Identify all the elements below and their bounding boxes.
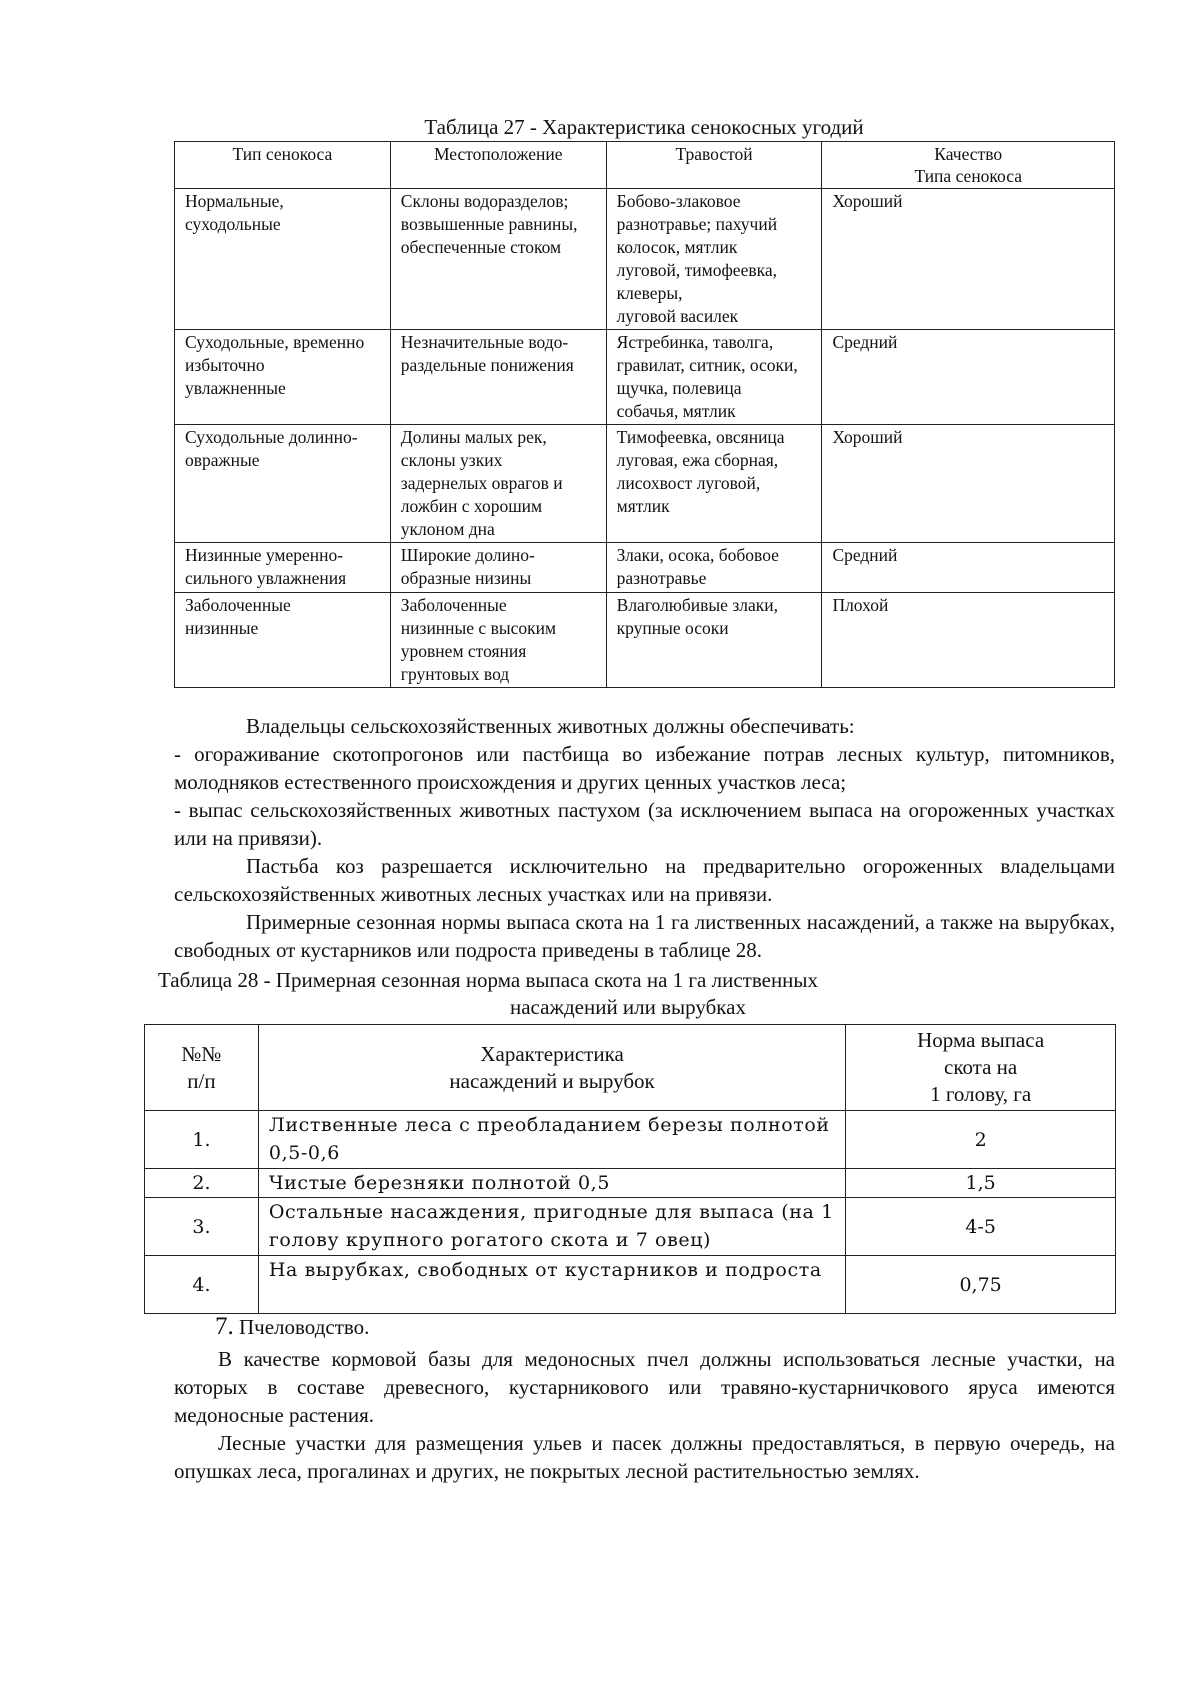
table-cell: 1,5 <box>846 1169 1116 1198</box>
table27-caption: Таблица 27 - Характеристика сенокосных угодий <box>424 115 864 139</box>
table-cell: 4-5 <box>846 1198 1116 1256</box>
table-row <box>145 1169 1116 1198</box>
table-cell: Широкие долино- образные низины <box>390 543 606 593</box>
table-cell: Суходольные, временно избыточно увлажненные <box>175 330 391 425</box>
table-cell: Нормальные, суходольные <box>175 189 391 330</box>
table-cell: Склоны водоразделов; возвышенные равнины, обеспеченные стоком <box>390 189 606 330</box>
table-header-row <box>175 142 1115 189</box>
table-row <box>175 425 1115 543</box>
section-title: Пчеловодство. <box>239 1315 370 1339</box>
paragraph-hives: Лесные участки для размещения ульев и пасек должны предоставляться, в первую очередь, на опушках леса, прогалинах и других, не покрытых лесной растительностью землях. <box>174 1431 1115 1483</box>
header-type: Тип сенокоса <box>175 142 391 189</box>
table-row <box>175 593 1115 688</box>
table-cell: На вырубках, свободных от кустарников и подроста <box>258 1256 845 1314</box>
table-cell: Лиственные леса с преобладанием березы полнотой 0,5-0,6 <box>258 1111 845 1169</box>
header-number: №№ п/п <box>145 1025 259 1111</box>
table-cell: Низинные умеренно- сильного увлажнения <box>175 543 391 593</box>
table-cell: Средний <box>822 330 1115 425</box>
table-row <box>145 1256 1116 1314</box>
paragraph-norms: Примерные сезонная нормы выпаса скота на 1 га лиственных насаждений, а также на вырубках, свободных от кустарников или подроста приведены в таблице 28. <box>174 910 1115 962</box>
table-cell: Суходольные долинно- овражные <box>175 425 391 543</box>
table-cell: 2. <box>145 1169 259 1198</box>
header-quality: Качество Типа сенокоса <box>822 142 1115 189</box>
table-cell: Заболоченные низинные <box>175 593 391 688</box>
table-cell: 0,75 <box>846 1256 1116 1314</box>
section-number: 7. <box>215 1313 234 1340</box>
table-cell: Остальные насаждения, пригодные для выпаса (на 1 голову крупного рогатого скота и 7 овец) <box>258 1198 845 1256</box>
table-row <box>175 543 1115 593</box>
paragraph-fencing: - огораживание скотопрогонов или пастбища во избежание потрав лесных культур, питомников, молодняков естественного происхождения и других ценных участков леса; <box>174 742 1115 794</box>
table-cell: Долины малых рек, склоны узких задернелых оврагов и ложбин с хорошим уклоном дна <box>390 425 606 543</box>
table-row <box>145 1111 1116 1169</box>
section-heading-beekeeping <box>215 1313 369 1341</box>
table-cell: Ястребинка, таволга, гравилат, ситник, осоки, щучка, полевица собачья, мятлик <box>606 330 822 425</box>
table-row <box>175 189 1115 330</box>
table-cell: Незначительные водо- раздельные понижения <box>390 330 606 425</box>
table-cell: Хороший <box>822 425 1115 543</box>
table-cell: Чистые березняки полнотой 0,5 <box>258 1169 845 1198</box>
paragraph-owners: Владельцы сельскохозяйственных животных должны обеспечивать: <box>246 714 855 738</box>
paragraph-bee-forage: В качестве кормовой базы для медоносных пчел должны использоваться лесные участки, на которых в составе древесного, кустарникового или травяно-кустарничкового яруса имеются медоносные растения. <box>174 1347 1115 1427</box>
paragraph-herding: - выпас сельскохозяйственных животных пастухом (за исключением выпаса на огороженных участках или на привязи). <box>174 798 1115 850</box>
table28-caption: Таблица 28 - Примерная сезонная норма выпаса скота на 1 га лиственных <box>158 968 819 992</box>
table-cell: 1. <box>145 1111 259 1169</box>
header-norm: Норма выпаса скота на 1 голову, га <box>846 1025 1116 1111</box>
table-cell: Тимофеевка, овсяница луговая, ежа сборная, лисохвост луговой, мятлик <box>606 425 822 543</box>
table-cell: Бобово-злаковое разнотравье; пахучий колосок, мятлик луговой, тимофеевка, клеверы, луговой василек <box>606 189 822 330</box>
header-characteristics: Характеристика насаждений и вырубок <box>258 1025 845 1111</box>
table-cell: Злаки, осока, бобовое разнотравье <box>606 543 822 593</box>
table-cell: 2 <box>846 1111 1116 1169</box>
table-row <box>175 330 1115 425</box>
table-cell: Плохой <box>822 593 1115 688</box>
header-location: Местоположение <box>390 142 606 189</box>
table28-caption-continued: насаждений или вырубках <box>510 995 747 1019</box>
grazing-norms-table <box>144 1024 1116 1314</box>
table-cell: 3. <box>145 1198 259 1256</box>
hayfield-table <box>174 141 1115 688</box>
table-header-row <box>145 1025 1116 1111</box>
table-cell: Заболоченные низинные с высоким уровнем стояния грунтовых вод <box>390 593 606 688</box>
paragraph-goats: Пастьба коз разрешается исключительно на предварительно огороженных владельцами сельскохозяйственных животных лесных участках или на привязи. <box>174 854 1115 906</box>
table-cell: Хороший <box>822 189 1115 330</box>
table-cell: Средний <box>822 543 1115 593</box>
table-cell: Влаголюбивые злаки, крупные осоки <box>606 593 822 688</box>
header-herbage: Травостой <box>606 142 822 189</box>
table-row <box>145 1198 1116 1256</box>
table-cell: 4. <box>145 1256 259 1314</box>
